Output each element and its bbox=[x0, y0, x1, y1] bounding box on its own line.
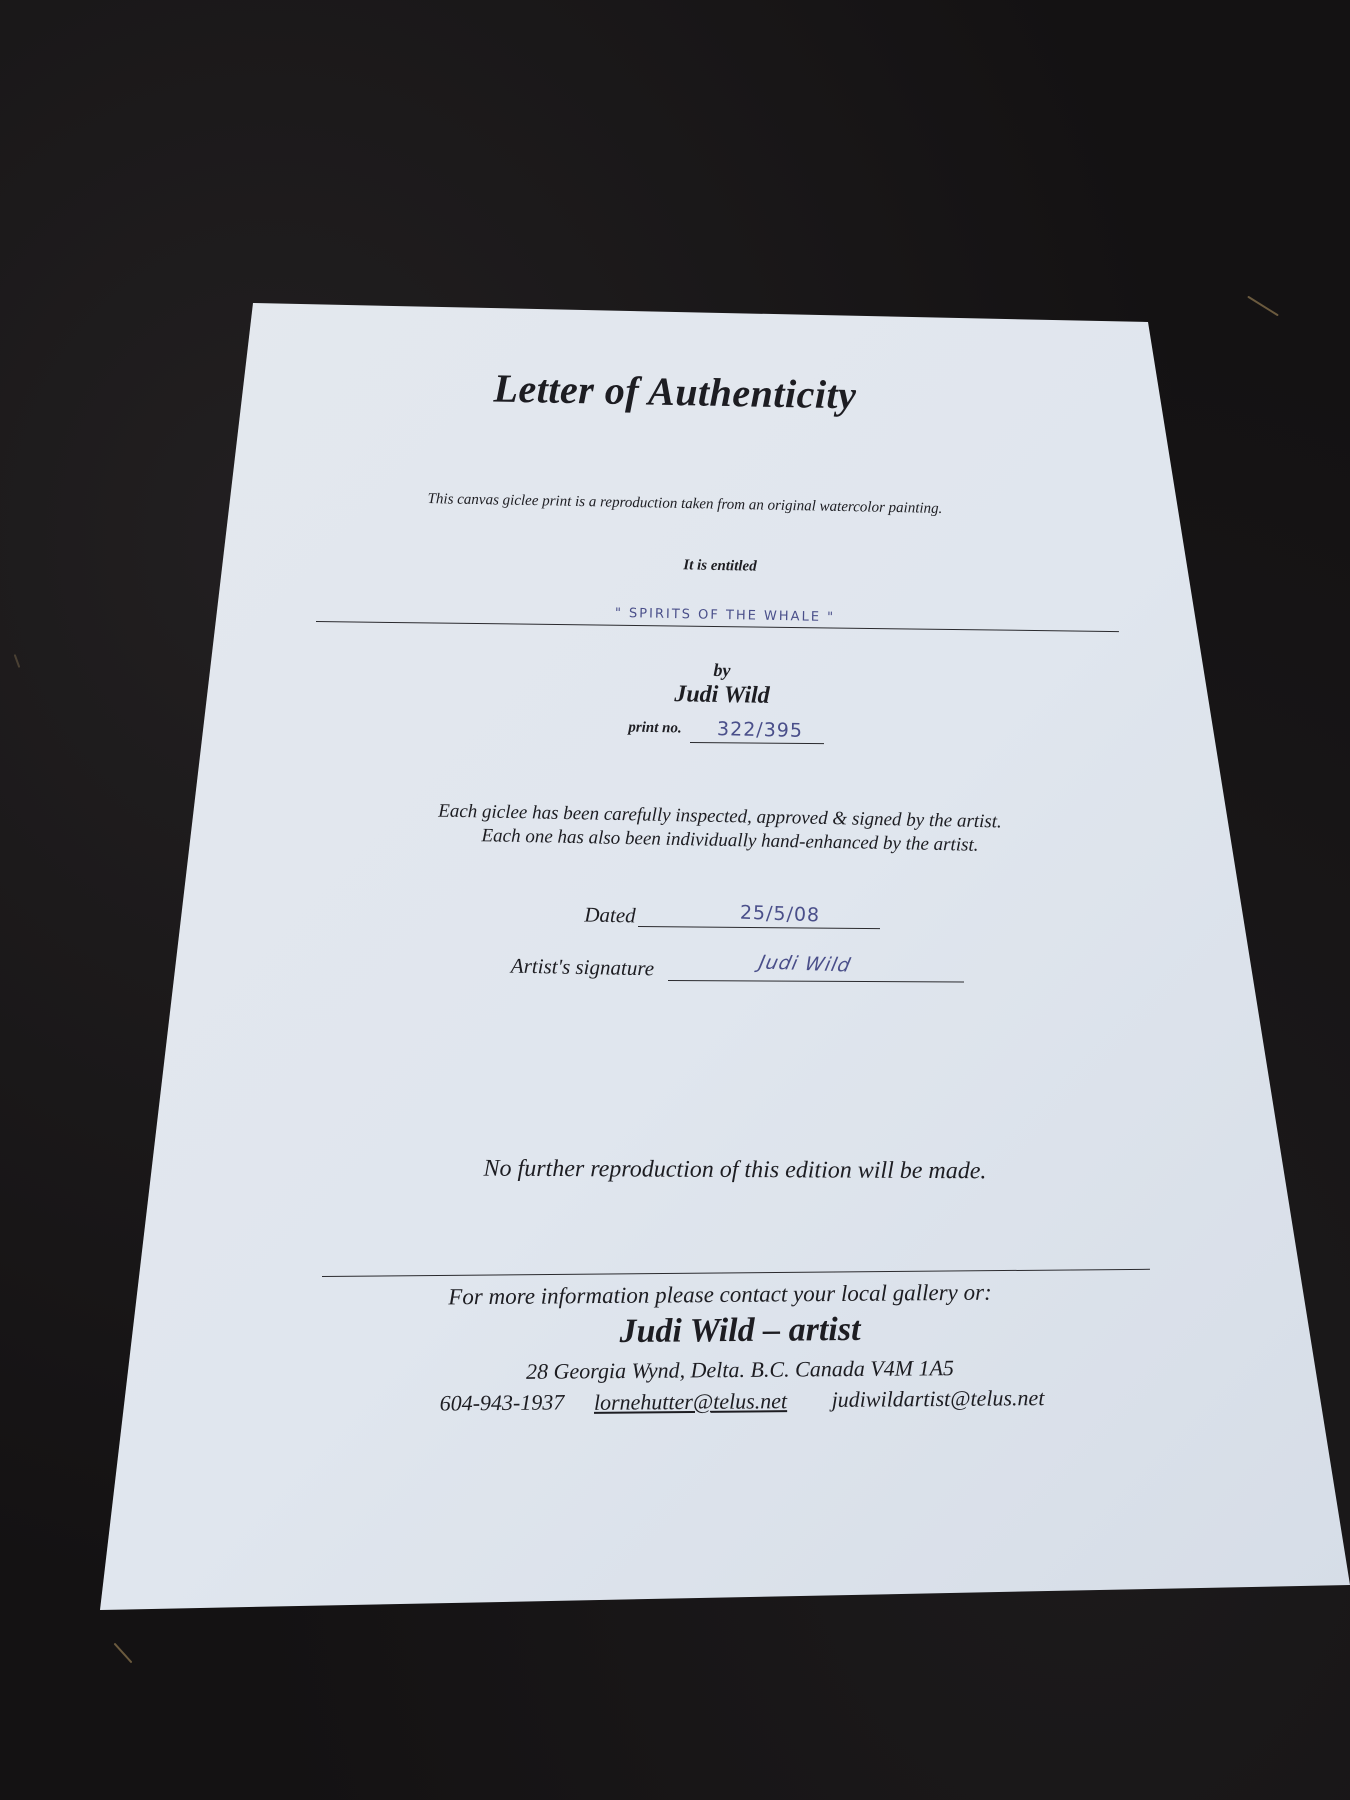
footer-email-1[interactable]: lornehutter@telus.net bbox=[593, 1388, 788, 1415]
intro-text: This canvas giclee print is a reproduction taken from an original watercolor painting. bbox=[427, 491, 943, 517]
footer-email-2[interactable]: judiwildartist@telus.net bbox=[831, 1385, 1045, 1412]
footer-artist-name: Judi Wild – artist bbox=[619, 1310, 861, 1351]
footer-rule bbox=[322, 1269, 1150, 1277]
no-further-reproduction: No further reproduction of this edition will be made. bbox=[483, 1155, 987, 1185]
footer-phone: 604-943-1937 bbox=[439, 1389, 565, 1416]
dated-label: Dated bbox=[584, 902, 636, 928]
dated-handwritten: 25/5/08 bbox=[739, 901, 821, 927]
print-no-rule bbox=[690, 742, 824, 744]
print-no-handwritten: 322/395 bbox=[716, 718, 804, 742]
by-label: by bbox=[713, 659, 731, 681]
document-title: Letter of Authenticity bbox=[493, 365, 857, 418]
footer-address: 28 Georgia Wynd, Delta. B.C. Canada V4M 1A5 bbox=[525, 1355, 955, 1384]
print-no-label: print no. bbox=[628, 719, 682, 737]
contact-line: For more information please contact your local gallery or: bbox=[448, 1279, 992, 1310]
signature-rule bbox=[668, 980, 964, 983]
inspection-line-1: Each giclee has been carefully inspected, approved & signed by the artist. bbox=[438, 800, 1003, 833]
inspection-line-2: Each one has also been individually hand-enhanced by the artist. bbox=[481, 825, 979, 856]
artwork-title-handwritten: " SPIRITS OF THE WHALE " bbox=[614, 605, 836, 626]
signature-handwritten: Judi Wild bbox=[756, 951, 854, 977]
entitled-label: It is entitled bbox=[683, 557, 757, 575]
artist-name: Judi Wild bbox=[674, 681, 770, 709]
signature-label: Artist's signature bbox=[510, 953, 655, 981]
